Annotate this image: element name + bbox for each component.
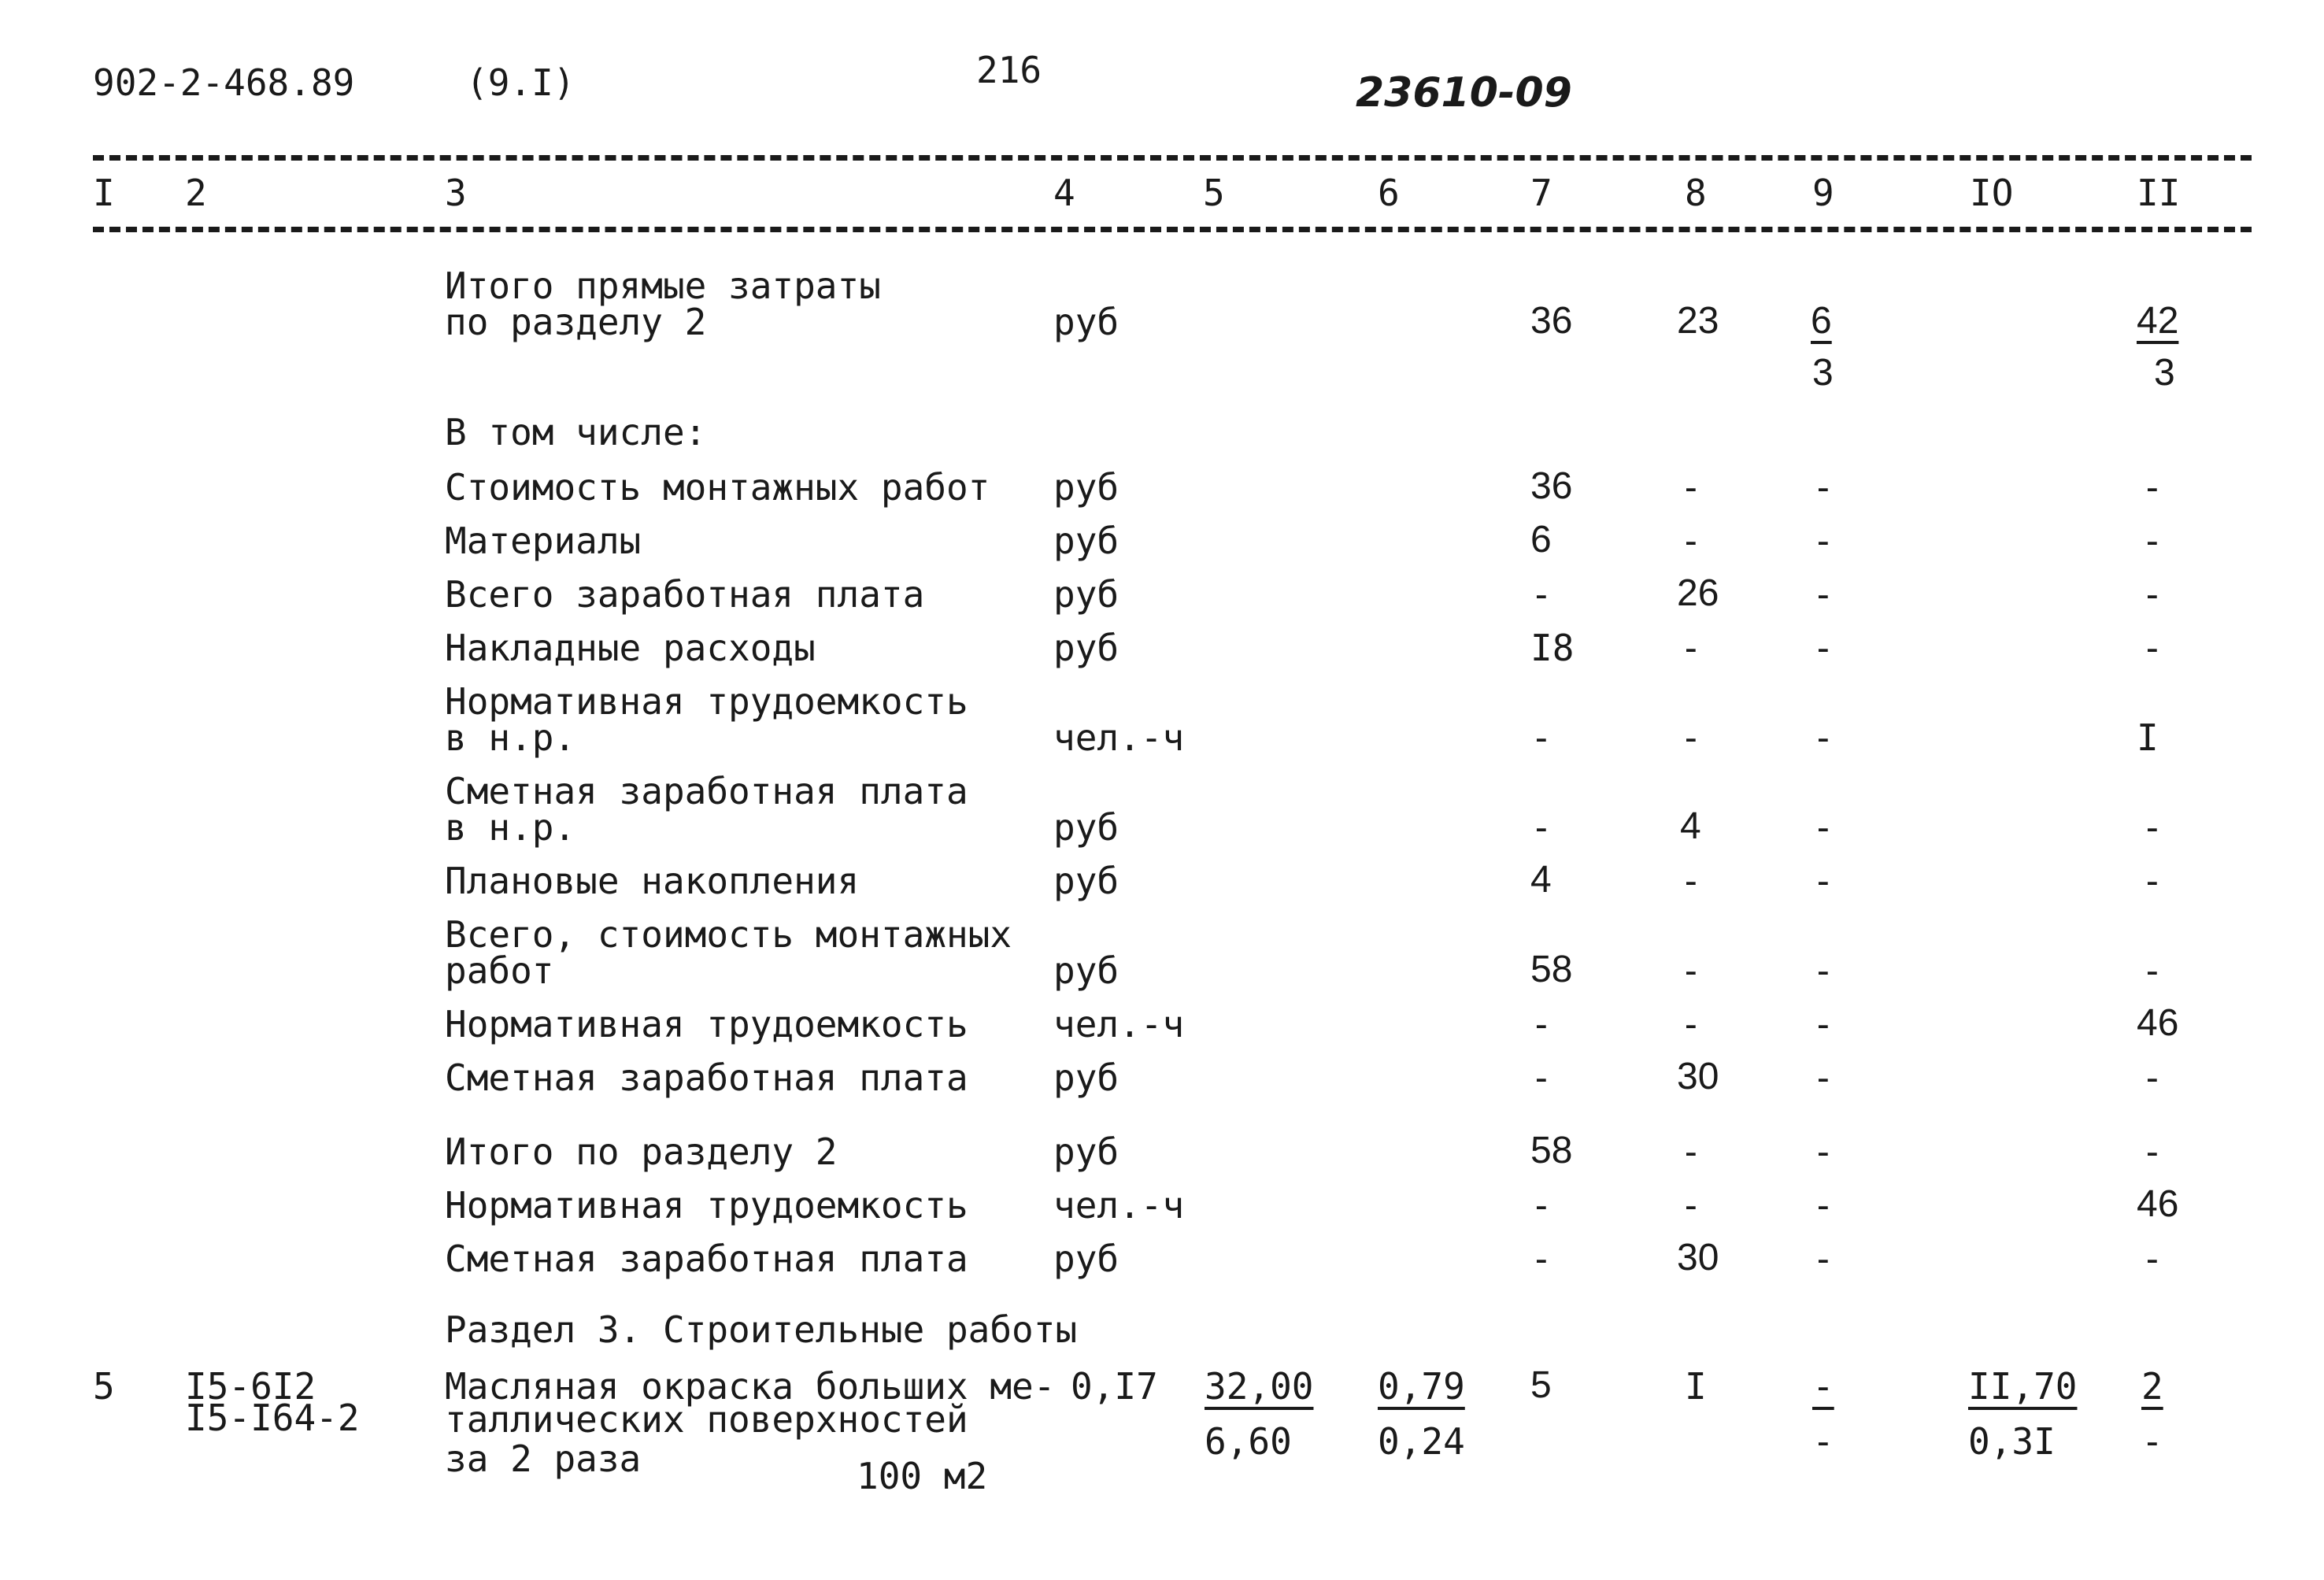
col11-value: - bbox=[2141, 1238, 2163, 1280]
col8-value: - bbox=[1680, 949, 1702, 992]
col5-value: 32,00 bbox=[1205, 1365, 1314, 1408]
col11-value: - bbox=[2141, 1056, 2163, 1099]
col9-value: - bbox=[1812, 520, 1834, 562]
unit: руб bbox=[1053, 573, 1119, 616]
row-name: Сметная заработная плата bbox=[445, 1056, 968, 1099]
col9-value: - bbox=[1812, 716, 1834, 759]
col8-value: - bbox=[1680, 466, 1702, 509]
col9-value: - bbox=[1812, 1365, 1834, 1408]
col8-value: 26 bbox=[1677, 572, 1719, 614]
col9-value: - bbox=[1812, 860, 1834, 902]
col7-value: 4 bbox=[1530, 859, 1552, 901]
col11-value: - bbox=[2141, 573, 2163, 616]
col8-value: - bbox=[1680, 860, 1702, 902]
col9-value: 6 bbox=[1811, 300, 1832, 342]
col11-value: - bbox=[2141, 466, 2163, 509]
col11-value: - bbox=[2141, 1130, 2163, 1173]
rate-code: I5-6I2 bbox=[185, 1365, 316, 1408]
col11-value: - bbox=[2141, 949, 2163, 992]
col7-value: - bbox=[1530, 1056, 1552, 1099]
col9-value: - bbox=[1812, 466, 1834, 509]
rate-code-secondary: I5-I64-2 bbox=[185, 1397, 360, 1439]
unit: руб bbox=[1053, 806, 1119, 849]
col7-value: - bbox=[1530, 1238, 1552, 1280]
row-name: Всего, стоимость монтажных bbox=[445, 913, 1012, 956]
section-reference: (9.I) bbox=[466, 61, 575, 104]
col9-value: - bbox=[1812, 1056, 1834, 1099]
col8-value: - bbox=[1680, 520, 1702, 562]
col11-value: I bbox=[2137, 716, 2159, 759]
col7-value: 58 bbox=[1530, 949, 1573, 990]
col8-value: - bbox=[1680, 627, 1702, 669]
col9-value: - bbox=[1812, 1130, 1834, 1173]
column-header: 4 bbox=[1053, 172, 1075, 214]
row-name: Всего заработная плата bbox=[445, 573, 925, 616]
section-heading: Раздел 3. Строительные работы bbox=[445, 1308, 1078, 1351]
col11-secondary: 3 bbox=[2154, 352, 2175, 394]
unit: руб bbox=[1053, 466, 1119, 509]
col8-value: I bbox=[1685, 1365, 1707, 1408]
row-name: Стоимость монтажных работ bbox=[445, 466, 990, 509]
col6-secondary: 0,24 bbox=[1378, 1420, 1465, 1463]
column-header: 8 bbox=[1685, 172, 1707, 214]
row-number: 5 bbox=[93, 1365, 115, 1408]
col8-value: 23 bbox=[1677, 300, 1719, 342]
col7-value: - bbox=[1530, 806, 1552, 849]
column-header: 7 bbox=[1530, 172, 1552, 214]
col10-value: II,70 bbox=[1968, 1365, 2078, 1408]
unit: руб bbox=[1053, 627, 1119, 669]
row-name: Сметная заработная плата bbox=[445, 1238, 968, 1280]
col9-value: - bbox=[1812, 573, 1834, 616]
row-name: Нормативная трудоемкость bbox=[445, 680, 968, 723]
row-name-continued: по разделу 2 bbox=[445, 301, 707, 343]
col9-value: - bbox=[1812, 806, 1834, 849]
col9-secondary: 3 bbox=[1812, 352, 1834, 394]
unit: чел.-ч bbox=[1053, 1003, 1185, 1045]
col9-value: - bbox=[1812, 627, 1834, 669]
col8-value: 30 bbox=[1677, 1056, 1719, 1097]
col6-value: 0,79 bbox=[1378, 1365, 1465, 1408]
unit: чел.-ч bbox=[1053, 716, 1185, 759]
col5-secondary: 6,60 bbox=[1205, 1420, 1292, 1463]
row-name-continued: в н.р. bbox=[445, 716, 576, 759]
row-name: Итого по разделу 2 bbox=[445, 1130, 838, 1173]
col7-value: - bbox=[1530, 1003, 1552, 1045]
col11-secondary: - bbox=[2141, 1420, 2163, 1463]
handwritten-stamp: 23610-09 bbox=[1356, 69, 1572, 117]
col7-value: 5 bbox=[1530, 1364, 1552, 1406]
col8-value: - bbox=[1680, 716, 1702, 759]
document-code: 902-2-468.89 bbox=[93, 61, 355, 104]
column-header: I bbox=[93, 172, 115, 214]
unit: 100 м2 bbox=[857, 1455, 988, 1497]
row-name-continued: в н.р. bbox=[445, 806, 576, 849]
row-name: Итого прямые затраты bbox=[445, 265, 881, 307]
row-name: Накладные расходы bbox=[445, 627, 816, 669]
col9-value: - bbox=[1812, 1184, 1834, 1227]
row-name: Нормативная трудоемкость bbox=[445, 1003, 968, 1045]
col7-value: I8 bbox=[1530, 627, 1575, 669]
row-name: Материалы bbox=[445, 520, 642, 562]
col11-value: 42 bbox=[2137, 300, 2179, 342]
col11-value: - bbox=[2141, 520, 2163, 562]
col11-value: 46 bbox=[2137, 1183, 2179, 1225]
unit: руб bbox=[1053, 1130, 1119, 1173]
column-header: II bbox=[2137, 172, 2181, 214]
unit: руб bbox=[1053, 860, 1119, 902]
col11-value: 2 bbox=[2141, 1365, 2163, 1408]
header-top-rule bbox=[93, 155, 2252, 161]
unit: руб bbox=[1053, 949, 1119, 992]
unit: руб bbox=[1053, 1238, 1119, 1280]
col9-value: - bbox=[1812, 1238, 1834, 1280]
col9-value: - bbox=[1812, 949, 1834, 992]
column-header: IO bbox=[1970, 172, 2014, 214]
row-name-continued: таллических поверхностей bbox=[445, 1398, 968, 1441]
column-header: 9 bbox=[1812, 172, 1834, 214]
row-name-continued: работ bbox=[445, 949, 554, 992]
unit: руб bbox=[1053, 1056, 1119, 1099]
column-header: 5 bbox=[1203, 172, 1225, 214]
col7-value: 6 bbox=[1530, 519, 1552, 561]
row-name: Сметная заработная плата bbox=[445, 770, 968, 812]
section-subheading: В том числе: bbox=[445, 411, 707, 453]
col7-value: - bbox=[1530, 573, 1552, 616]
column-header: 2 bbox=[185, 172, 207, 214]
col11-value: - bbox=[2141, 806, 2163, 849]
row-name-continued: за 2 раза bbox=[445, 1438, 642, 1480]
quantity: 0,I7 bbox=[1071, 1365, 1158, 1408]
col7-value: - bbox=[1530, 1184, 1552, 1227]
unit: руб bbox=[1053, 301, 1119, 343]
unit: чел.-ч bbox=[1053, 1184, 1185, 1227]
row-name: Плановые накопления bbox=[445, 860, 860, 902]
col9-secondary: - bbox=[1812, 1420, 1834, 1463]
col7-value: - bbox=[1530, 716, 1552, 759]
col9-value: - bbox=[1812, 1003, 1834, 1045]
column-header: 6 bbox=[1378, 172, 1400, 214]
col11-value: - bbox=[2141, 627, 2163, 669]
row-name: Масляная окраска больших ме- bbox=[445, 1365, 1056, 1408]
col8-value: 4 bbox=[1680, 805, 1701, 847]
col8-value: 30 bbox=[1677, 1237, 1719, 1278]
col8-value: - bbox=[1680, 1003, 1702, 1045]
col8-value: - bbox=[1680, 1184, 1702, 1227]
col10-secondary: 0,3I bbox=[1968, 1420, 2056, 1463]
header-bottom-rule bbox=[93, 227, 2252, 232]
col7-value: 36 bbox=[1530, 465, 1573, 507]
column-header: 3 bbox=[445, 172, 467, 214]
col11-value: - bbox=[2141, 860, 2163, 902]
col11-value: 46 bbox=[2137, 1002, 2179, 1044]
col8-value: - bbox=[1680, 1130, 1702, 1173]
row-name: Нормативная трудоемкость bbox=[445, 1184, 968, 1227]
col7-value: 36 bbox=[1530, 300, 1573, 342]
unit: руб bbox=[1053, 520, 1119, 562]
col7-value: 58 bbox=[1530, 1130, 1573, 1171]
page-number: 216 bbox=[976, 49, 1042, 91]
